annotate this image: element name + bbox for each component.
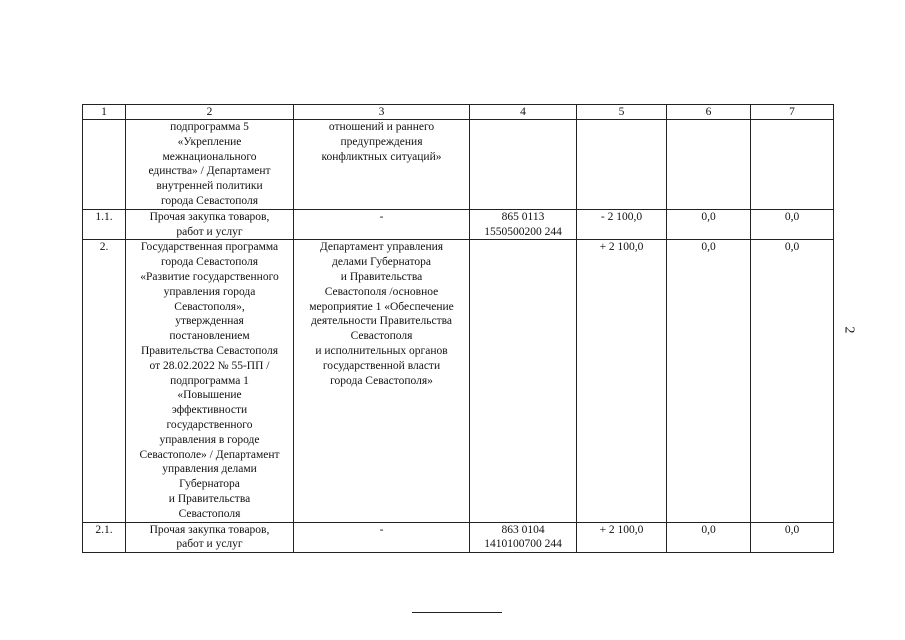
table-row xyxy=(83,120,834,210)
amount-cell: 0,0 xyxy=(751,522,834,553)
program-name-cell: подпрограмма 5 «Укрепление межнационального единства» / Департамент внутренней политики города Севастополя xyxy=(126,120,294,210)
department-cell: отношений и раннего предупреждения конфликтных ситуаций» xyxy=(294,120,470,210)
amount-cell: 0,0 xyxy=(751,240,834,522)
header-cell: 2 xyxy=(126,105,294,120)
footer-divider xyxy=(412,612,502,613)
change-amount-cell: + 2 100,0 xyxy=(577,240,667,522)
program-name-cell: Прочая закупка товаров, работ и услуг xyxy=(126,209,294,240)
row-number-cell: 1.1. xyxy=(83,209,126,240)
change-amount-cell: - 2 100,0 xyxy=(577,209,667,240)
table-row xyxy=(83,240,834,522)
header-cell: 3 xyxy=(294,105,470,120)
table-row xyxy=(83,522,834,553)
department-cell: Департамент управления делами Губернатора и Правительства Севастополя /основное мероприятие 1 «Обеспечение деятельности Правительства Севастополя и исполнительных органов государственной власти города Севастополя» xyxy=(294,240,470,522)
budget-code-cell xyxy=(470,240,577,522)
header-cell: 1 xyxy=(83,105,126,120)
amount-cell: 0,0 xyxy=(667,240,751,522)
table-row xyxy=(83,209,834,240)
amount-cell xyxy=(751,120,834,210)
budget-code-cell xyxy=(470,120,577,210)
program-name-cell: Прочая закупка товаров, работ и услуг xyxy=(126,522,294,553)
budget-table xyxy=(82,104,834,553)
department-cell: - xyxy=(294,522,470,553)
budget-code-cell: 863 0104 1410100700 244 xyxy=(470,522,577,553)
change-amount-cell: + 2 100,0 xyxy=(577,522,667,553)
amount-cell: 0,0 xyxy=(751,209,834,240)
change-amount-cell xyxy=(577,120,667,210)
amount-cell: 0,0 xyxy=(667,209,751,240)
header-cell: 5 xyxy=(577,105,667,120)
amount-cell: 0,0 xyxy=(667,522,751,553)
amount-cell xyxy=(667,120,751,210)
header-cell: 6 xyxy=(667,105,751,120)
header-cell: 4 xyxy=(470,105,577,120)
department-cell: - xyxy=(294,209,470,240)
row-number-cell: 2. xyxy=(83,240,126,522)
row-number-cell xyxy=(83,120,126,210)
budget-code-cell: 865 0113 1550500200 244 xyxy=(470,209,577,240)
row-number-cell: 2.1. xyxy=(83,522,126,553)
program-name-cell: Государственная программа города Севастополя «Развитие государственного управления города Севастополя», утвержденная постановлением Правительства Севастополя от 28.02.2022 № 55-ПП / подпрограмма 1 «Повышение эффективности государственного управления в городе Севастополе» / Департамент управления делами Губернатора и Правительства Севастополя xyxy=(126,240,294,522)
header-row xyxy=(83,105,834,120)
header-cell: 7 xyxy=(751,105,834,120)
page-number: 2 xyxy=(841,326,857,334)
